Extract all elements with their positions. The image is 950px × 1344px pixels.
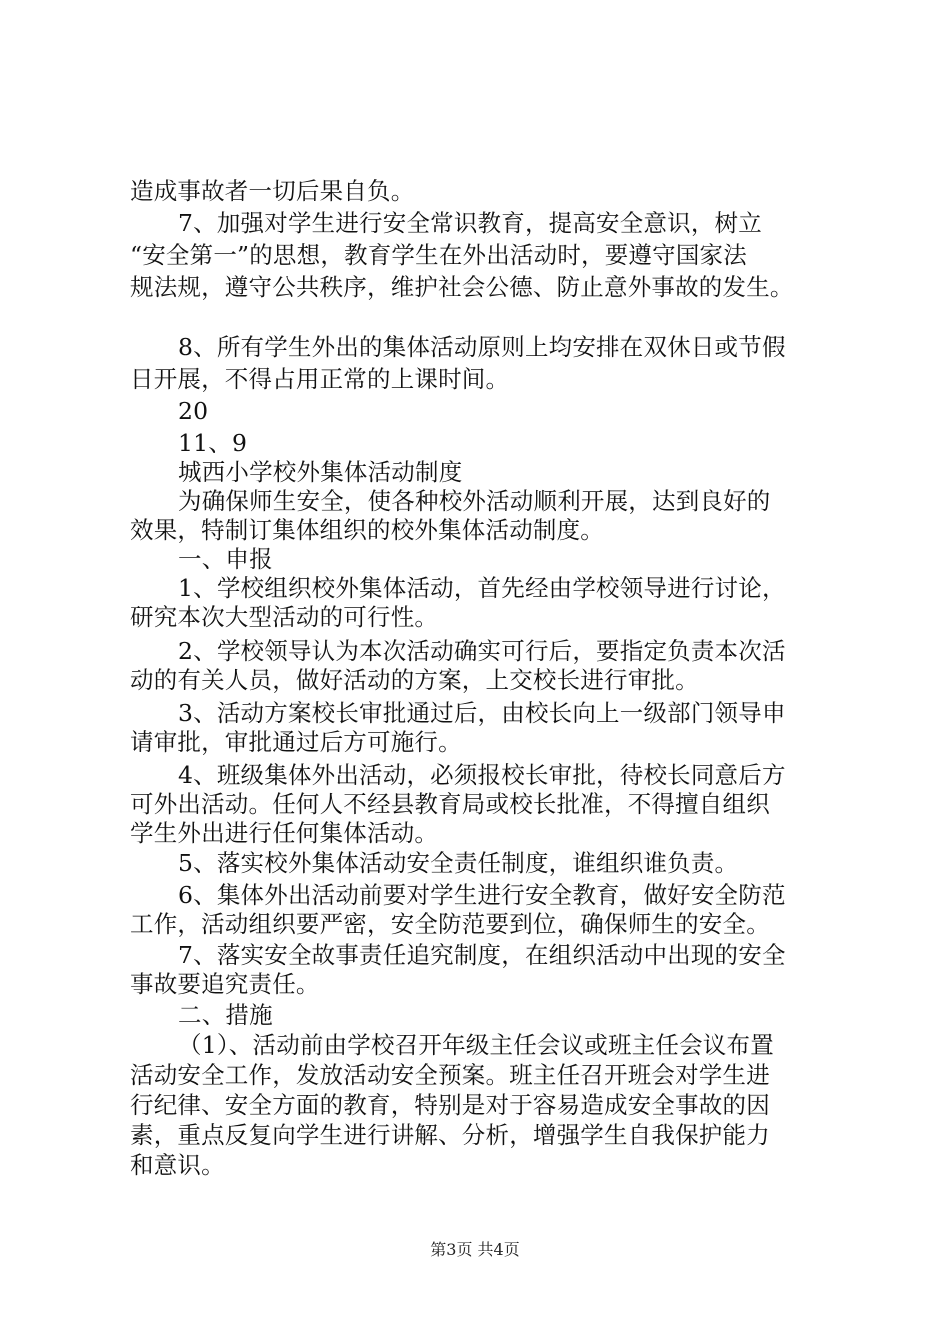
text-line: 规法规，遵守公共秩序，维护社会公德、防止意外事故的发生。 (130, 273, 794, 301)
text-line: 工作，活动组织要严密，安全防范要到位，确保师生的安全。 (130, 910, 770, 938)
section-heading: 二、措施 (178, 1001, 273, 1029)
text-line: 1、学校组织校外集体活动，首先经由学校领导进行讨论， (178, 574, 786, 602)
text-line: 4、班级集体外出活动，必须报校长审批，待校长同意后方 (178, 761, 786, 789)
text-line: “安全第一”的思想，教育学生在外出活动时，要遵守国家法 (130, 241, 747, 269)
text-line: 活动安全工作，发放活动安全预案。班主任召开班会对学生进 (130, 1061, 770, 1089)
text-line: 为确保师生安全，使各种校外活动顺利开展，达到良好的 (178, 487, 771, 515)
text-line: 3、活动方案校长审批通过后，由校长向上一级部门领导申 (178, 699, 786, 727)
text-line: 8、所有学生外出的集体活动原则上均安排在双休日或节假 (178, 333, 786, 361)
text-line: 11、9 (178, 429, 248, 457)
text-line: 6、集体外出活动前要对学生进行安全教育，做好安全防范 (178, 881, 786, 909)
text-line: 20 (178, 397, 209, 425)
text-line: 和意识。 (130, 1151, 225, 1179)
text-line: 可外出活动。任何人不经县教育局或校长批准，不得擅自组织 (130, 790, 770, 818)
text-line: （1）、活动前由学校召开年级主任会议或班主任会议布置 (178, 1031, 774, 1059)
section-heading: 一、申报 (178, 545, 273, 573)
text-line: 造成事故者一切后果自负。 (130, 177, 415, 205)
text-line: 2、学校领导认为本次活动确实可行后，要指定负责本次活 (178, 637, 786, 665)
text-line: 学生外出进行任何集体活动。 (130, 819, 439, 847)
text-line: 素，重点反复向学生进行讲解、分析，增强学生自我保护能力 (130, 1121, 770, 1149)
section-title: 城西小学校外集体活动制度 (178, 458, 463, 486)
text-line: 研究本次大型活动的可行性。 (130, 603, 439, 631)
page-footer: 第3页 共4页 (430, 1240, 520, 1259)
text-line: 事故要追究责任。 (130, 970, 320, 998)
text-line: 请审批，审批通过后方可施行。 (130, 728, 462, 756)
text-line: 7、落实安全故事责任追究制度，在组织活动中出现的安全 (178, 941, 786, 969)
text-line: 动的有关人员，做好活动的方案，上交校长进行审批。 (130, 666, 699, 694)
text-line: 5、落实校外集体活动安全责任制度，谁组织谁负责。 (178, 849, 739, 877)
text-line: 效果，特制订集体组织的校外集体活动制度。 (130, 516, 604, 544)
text-line: 7、加强对学生进行安全常识教育，提高安全意识，树立 (178, 209, 762, 237)
text-line: 行纪律、安全方面的教育，特别是对于容易造成安全事故的因 (130, 1091, 770, 1119)
text-line: 日开展，不得占用正常的上课时间。 (130, 365, 510, 393)
